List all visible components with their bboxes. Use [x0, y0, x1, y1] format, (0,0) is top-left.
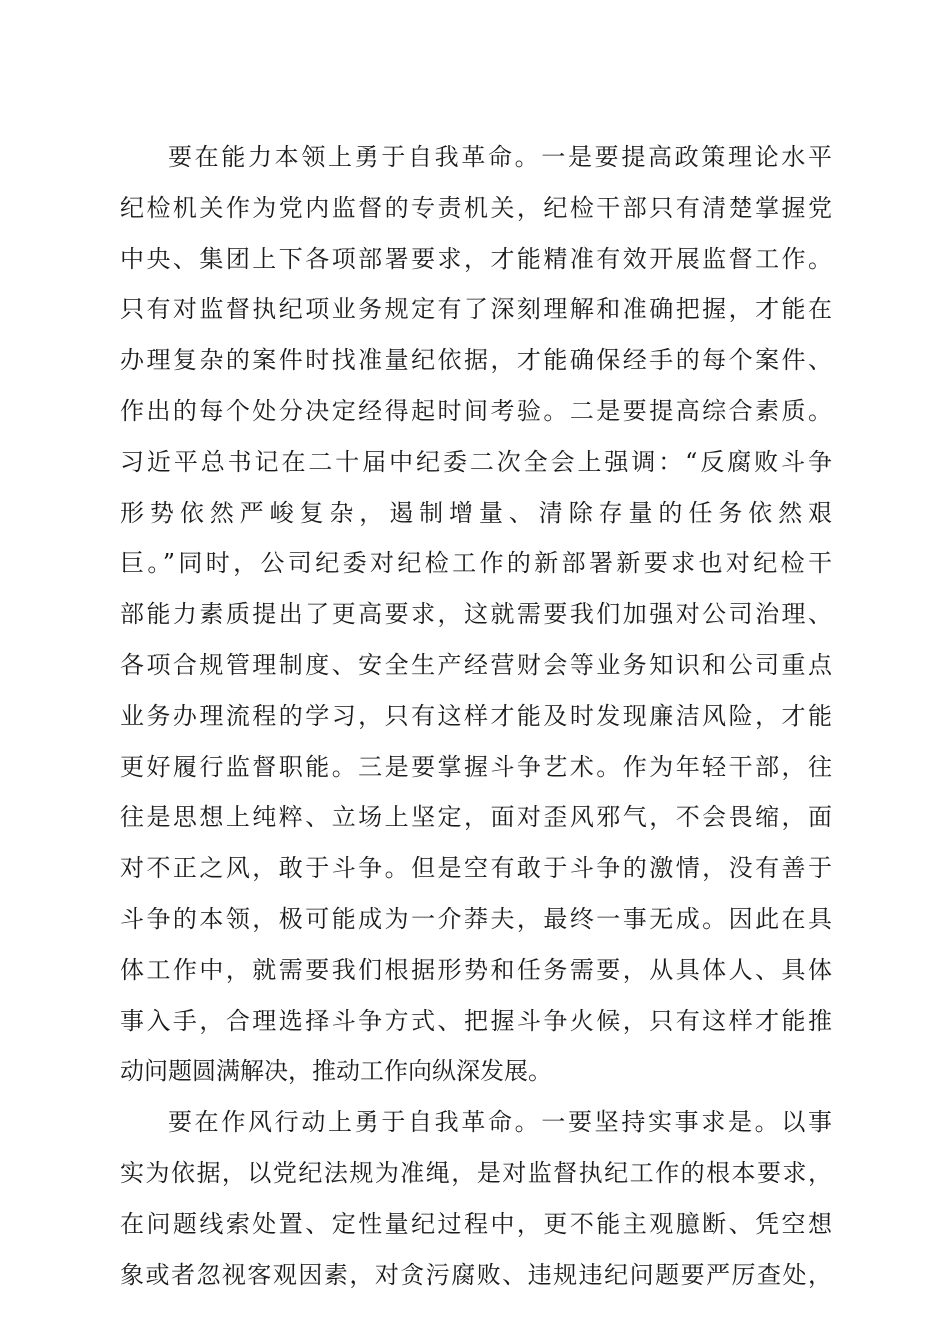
paragraph-1-line: 只有对监督执纪项业务规定有了深刻理解和准确把握，才能在 [120, 295, 832, 324]
body-text [120, 132, 832, 1300]
paragraph-1-line: 作出的每个处分决定经得起时间考验。二是要提高综合素质。 [120, 396, 832, 425]
paragraph-1-line: 办理复杂的案件时找准量纪依据，才能确保经手的每个案件、 [120, 346, 832, 375]
paragraph-1-line: 往是思想上纯粹、立场上坚定，面对歪风邪气，不会畏缩，面 [120, 803, 832, 832]
paragraph-1-line: 形势依然严峻复杂，遏制增量、清除存量的任务依然艰 [120, 498, 832, 527]
paragraph-1-line: 习近平总书记在二十届中纪委二次全会上强调：“反腐败斗争 [120, 447, 832, 476]
paragraph-2-line: 实为依据，以党纪法规为准绳，是对监督执纪工作的根本要求， [120, 1158, 832, 1187]
paragraph-1-line: 动问题圆满解决，推动工作向纵深发展。 [120, 1057, 552, 1086]
paragraph-1-line: 事入手，合理选择斗争方式、把握斗争火候，只有这样才能推 [120, 1006, 832, 1035]
paragraph-1-line: 各项合规管理制度、安全生产经营财会等业务知识和公司重点 [120, 650, 832, 679]
paragraph-1-line: 纪检机关作为党内监督的专责机关，纪检干部只有清楚掌握党 [120, 193, 832, 222]
paragraph-1-line: 体工作中，就需要我们根据形势和任务需要，从具体人、具体 [120, 955, 832, 984]
paragraph-1-line: 部能力素质提出了更高要求，这就需要我们加强对公司治理、 [120, 600, 832, 629]
paragraph-2-line: 在问题线索处置、定性量纪过程中，更不能主观臆断、凭空想 [120, 1209, 832, 1238]
paragraph-1-line: 巨。”同时，公司纪委对纪检工作的新部署新要求也对纪检干 [120, 549, 832, 578]
paragraph-1-line: 更好履行监督职能。三是要掌握斗争艺术。作为年轻干部，往 [120, 752, 832, 781]
paragraph-2-line: 要在作风行动上勇于自我革命。一要坚持实事求是。以事 [168, 1108, 832, 1137]
paragraph-1-line: 中央、集团上下各项部署要求，才能精准有效开展监督工作。 [120, 244, 832, 273]
paragraph-1-line: 业务办理流程的学习，只有这样才能及时发现廉洁风险，才能 [120, 701, 832, 730]
paragraph-2-line: 象或者忽视客观因素，对贪污腐败、违规违纪问题要严厉查处， [120, 1260, 832, 1289]
paragraph-1-line: 要在能力本领上勇于自我革命。一是要提高政策理论水平 [168, 143, 832, 171]
paragraph-1-line: 斗争的本领，极可能成为一介莽夫，最终一事无成。因此在具 [120, 904, 832, 933]
paragraph-1-line: 对不正之风，敢于斗争。但是空有敢于斗争的激情，没有善于 [120, 854, 832, 883]
